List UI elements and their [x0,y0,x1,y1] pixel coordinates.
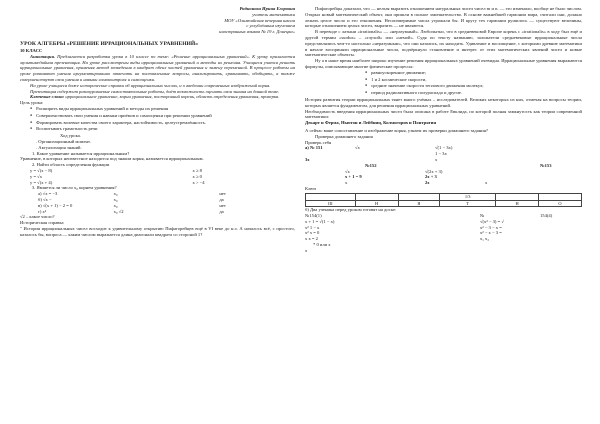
solution-line: √(x² − 3) = √ [480,218,504,224]
scientist-names: Декарт и Ферма, Ньютон и Лейбниц, Колмогоров и Понтрягин [305,120,437,126]
board-left-solution [305,219,480,254]
task-153-label: №153 [540,162,552,168]
key-table [305,193,582,208]
left-column [20,6,295,418]
function-domain: x ≥ 8 [192,167,202,173]
function-domain: x > −4 [192,179,205,185]
goal-item: ● Совершенствовать свои умения и навыки приёмов и самооценки при решении уравнений [30,113,295,120]
board-right-title: № [480,213,485,219]
physics-item: ● равноускоренное движение; [365,70,582,77]
equation-answer: да [219,196,224,202]
board-right-solution [480,219,504,254]
author-school-line3: иностранных языков № 19 г. Донецка» [219,29,295,35]
lesson-title: УРОК АЛГЕБРЫ «РЕШЕНИЕ ИРРАЦИОНАЛЬНЫХ УРАВНЕНИЙ» [20,40,199,47]
homework-check-sub: Проверь себя [305,139,332,145]
board-left-title: №154(1) [305,213,322,219]
equation-text: а) √x = −3 [38,191,58,197]
solution-line: x₁ x₂ [480,236,489,242]
history-continued-1: Пифагорейцы доказали, что — нельзя выразить отношением натуральных чисел чисел m и n. — это изменило, вообще не было числом. Открыл новый математический объект, они пришли в полное замешательство. В основе важнейшей гармонии мира, считали они, должно лежать целое число и его отношения. Несоизмеримые числа угрожали бы. И кругу тех гармонии рушилось — существуют величины, которые отношением целых чисел, выразить — не являются. [305,6,582,29]
author-school-line2: с углублённым изучением [246,23,295,29]
task-151-expr: √x [355,145,360,151]
task-151-label: а) № 151 [305,145,323,151]
task-152-expr: √x [345,168,350,174]
history-continued-2: В переводе с латыни «irrationalis» — «неразумный». Любопытно, что в средневековой Европе корень с «irrationalis» в ходу был ещё и другой термин «surdus» – «глухой» или «немой». Судя по тексту названию, заложатели средневековые иррациональные числа представлялись чем-то настолько «неразумным», что они казались, их находить. Удивление и восхищение, с которыми древние математики в начале восприняли иррациональные числа, подчёркнуло становление и интерес от этих математических явлений чисел и новые математические объекты. [305,29,582,58]
course-title: Ход урока. [60,133,81,139]
task-151-step3: x [435,156,438,162]
task-153-step: 2x + 3 [425,174,437,180]
equation-root: x₀ √2 [113,208,124,214]
equation-text: б) √x − [38,196,52,202]
equation-row [20,209,295,215]
physics-list [305,70,582,97]
solution-line: x [305,247,308,253]
task-151-expr2: √(1 − 3x) [435,145,453,151]
goals-label: Цель урока: [20,100,44,106]
goal-item: ● Расширить виды иррациональных уравнений и методы их решения [30,106,295,113]
key-label: Ключ [305,185,316,191]
keywords-label: Ключевые слова: [30,94,65,100]
physics-item: ● период радиоактивного полураспада и другие. [365,90,582,97]
annotation-text: Предлагается разработка урока в 10 классе по теме: «Решение иррациональных уравнений». К уроку прилагается мультимедийная презентация. На уроке рассмотрены виды иррациональных уравнений и методы их решения. Учащиеся учатся решать иррациональные уравнения, применяя метод возведения в квадрат обеих частей уравнения и замену переменной. В процессе работы на уроке развивают умения аргументированно отвечать на поставленные вопросы, анализировать, сравнивать, обобщать, а также совершенствуют свои умения и навыки самоконтроля и самооценки. [20,53,295,82]
solution-line: x x = 2 [305,236,318,242]
question-1: 1. Какое уравнение называется иррациональным? [32,150,130,156]
scientists-paragraph: История развития теории иррациональных тянет много учёных – исследователей. Великих некоторых из них, отмечая на вопросы теории, которых является фундаментом, для решения иррациональных уравнений. [305,96,582,108]
euclid-paragraph: Необходимость введения иррациональных чисел была описана в работе Евклида, по которой полная замкнутость как теории современной математики: [305,108,582,120]
solution-line: * 0 или x [313,242,331,248]
question-2: 2. Найти область определения функции [32,162,110,168]
solution-line: x² x = 0 [305,230,320,236]
homework-check-title: Проверка домашнего задания [315,133,373,139]
task-152-step: x + 1 = 9 [345,174,362,180]
annotation-paragraph [20,54,295,83]
task-153-expr: √(2x + 3) [425,168,443,174]
step-organizational: . Организационный момент. [36,138,91,144]
function-formula: y = √(x + 4) [30,179,53,185]
question-3: 3. Является ли число x₀ корнем уравнения? [32,185,117,191]
task-153-step2: 2x [425,180,430,186]
key-cell: О [539,200,582,207]
equation-answer: нет [219,202,226,208]
key-cell: Ш [306,200,356,207]
physics-intro: Ну а в наше время наиболее широко изучение решения иррациональных уравнений очевидна. Иррациональные уравнения выражаются формулы, описывающие многие физические процессы: [305,58,582,69]
keywords-paragraph [20,94,295,100]
task-152-label: №152 [365,162,377,168]
author-school: МОУ «Олимпийская вечерняя школа [224,17,295,23]
solution-line: x² − 3 − x = [480,224,502,230]
board-work [305,219,582,254]
key-cell: Н [496,200,539,207]
function-domain: x ≥ 0 [192,173,202,179]
equation-root: x₀ [113,191,118,197]
equation-text: в) √(x + 1) − 2 = 0 [38,202,73,208]
annotation-label: Аннотация. [30,53,55,59]
key-cell: Н [355,200,398,207]
step-actualization: . Актуализация знаний. [36,144,82,150]
key-table-row [306,193,582,200]
equation-answer: нет [219,191,226,197]
goal-item: ● Формировать волевые качества своего характера, настойчивость, целеустремлённость. [30,120,295,127]
homework-intro: А сейчас ваше сопоставление и изображение корня, узнаем их проверки домашнего задания? [305,127,488,133]
solution-line: x + 1 = √(1 − x) [305,218,335,224]
key-fraction: 1/3 [440,193,496,200]
history-text: " История иррациональных чисел восходит к удивительному открытию Пифагорейцев ещё в VI веке до н.э. А началось всё, с простого, казалось бы, вопроса — каким числом выражается длина диагонали квадрата со стороной 1? [20,225,295,237]
board-task-title: б) Два ученика перед уроком готовят на доске: [305,207,397,213]
author-name: Радионова Ирина Егоровна [239,6,295,11]
functions-list [20,168,295,185]
goals-list [20,106,295,133]
key-cell: Я [398,200,440,207]
right-column [305,6,582,418]
equation-answer: да [219,208,224,214]
lesson-grade: 10 КЛАСС [20,47,43,53]
key-table-row [306,200,582,207]
equation-root: x₀ [113,196,118,202]
board-right-number: 154(4) [540,213,553,219]
function-formula: y = √x [30,173,43,179]
author-role: учитель математики [252,11,295,17]
equation-text: г) x² [38,208,47,214]
history-title: Историческая справка [20,220,64,226]
physics-item: ● средние значение скорости теплового движения молекул; [365,83,582,90]
task-152-result: x [345,180,348,186]
physics-item: ● 1 и 2 космические скорости, [365,77,582,84]
task-151-step: 1 − 3x [435,151,447,157]
question-4: √2 – какое число? [20,214,55,220]
solution-line: x² − x − 3 = [480,230,502,236]
equations-list [20,191,295,214]
goal-item: ● Воспитывать грамотность речи [30,126,295,133]
task-151-step2: 3x [305,156,310,162]
intro-paragraph-2: Презентация содержит разноуровневые самостоятельные работы, даёт возможность оценить свои знания на данной теме. [30,88,280,94]
keywords-text: иррациональное уравнение, корни уравнения, посторонний корень, область определения уравнения, проверка. [65,94,280,100]
key-cell: Т [440,200,496,207]
equation-root: x₀ [113,202,118,208]
solution-line: x² 1 − x [305,224,320,230]
function-formula: y = √(x − 8) [30,167,53,173]
question-1-answer: Уравнение, в которых неизвестное находится под знаком корня, называется иррациональным. [20,156,204,162]
intro-paragraph-1: На уроке учащиеся даже исторические справки об иррациональных числах, и о введении современных изображений корня. [30,82,271,88]
task-153-result: x [485,180,488,186]
